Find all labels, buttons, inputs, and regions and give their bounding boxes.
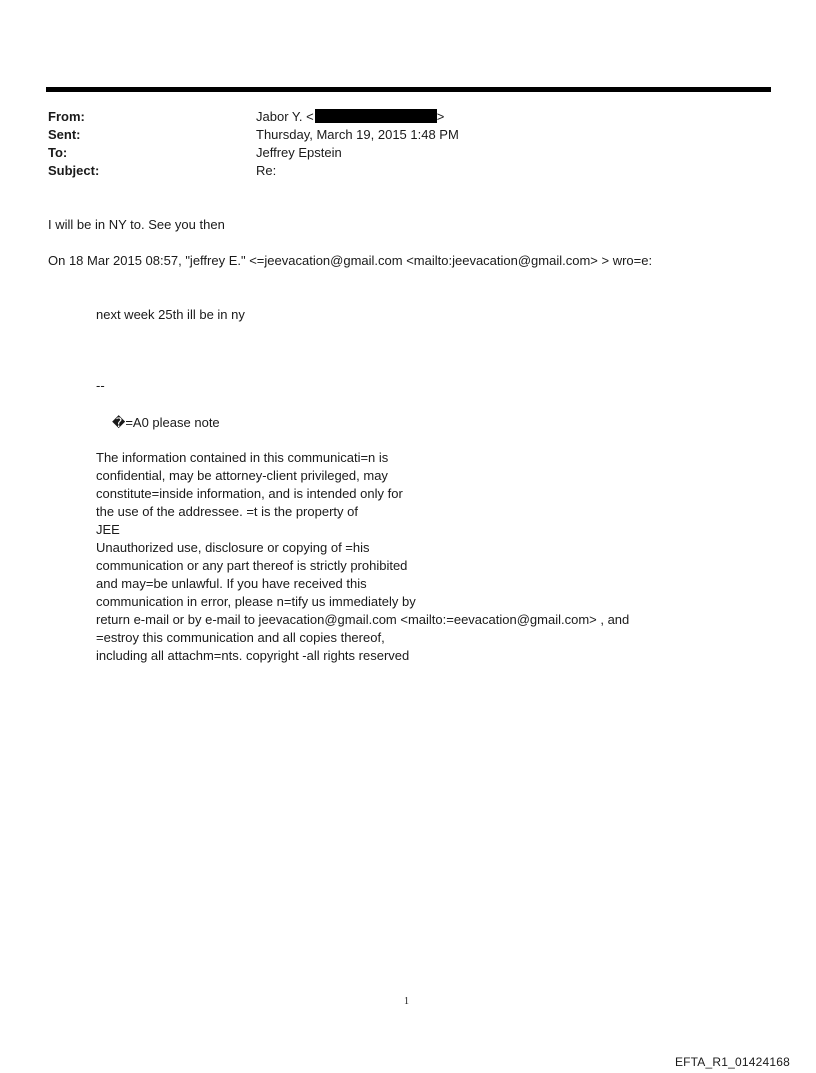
document-id: EFTA_R1_01424168: [674, 1055, 790, 1069]
quoted-message: next week 25th ill be in ny: [96, 307, 245, 322]
sent-label: Sent:: [48, 127, 81, 142]
disclaimer-line: confidential, may be attorney-client privileged, may: [96, 468, 388, 483]
quote-intro: On 18 Mar 2015 08:57, "jeffrey E." <=jeevacation@gmail.com <mailto:jeevacation@gmail.com> > wro=e:: [48, 253, 653, 268]
from-name: Jabor Y. <: [256, 109, 314, 124]
from-label: From:: [48, 109, 85, 124]
to-label: To:: [48, 145, 68, 160]
please-note: �=A0 please note: [112, 415, 220, 430]
header-rule: [46, 87, 771, 92]
signature-separator: --: [96, 378, 105, 393]
disclaimer-line: The information contained in this communicati=n is: [96, 450, 389, 465]
redaction-box: [315, 109, 437, 123]
disclaimer-line: return e-mail or by e-mail to jeevacation@gmail.com <mailto:=eevacation@gmail.com> , and: [96, 612, 630, 627]
disclaimer-line: =estroy this communication and all copies thereof,: [96, 630, 385, 645]
disclaimer-line: the use of the addressee. =t is the property of: [96, 504, 358, 519]
disclaimer-line: and may=be unlawful. If you have received this: [96, 576, 367, 591]
subject-label: Subject:: [48, 163, 100, 178]
sent-value: Thursday, March 19, 2015 1:48 PM: [256, 127, 459, 142]
subject-value: Re:: [256, 163, 277, 178]
from-value: [256, 109, 444, 125]
reply-line: I will be in NY to. See you then: [48, 217, 225, 232]
to-value: Jeffrey Epstein: [256, 145, 342, 160]
disclaimer-line: constitute=inside information, and is intended only for: [96, 486, 403, 501]
page-number: 1: [404, 996, 409, 1007]
disclaimer-line: JEE: [96, 522, 120, 537]
disclaimer-line: communication in error, please n=tify us immediately by: [96, 594, 416, 609]
disclaimer-line: Unauthorized use, disclosure or copying of =his: [96, 540, 370, 555]
disclaimer-line: including all attachm=nts. copyright -all rights reserved: [96, 648, 410, 663]
disclaimer-line: communication or any part thereof is strictly prohibited: [96, 558, 408, 573]
from-close: >: [436, 109, 445, 124]
